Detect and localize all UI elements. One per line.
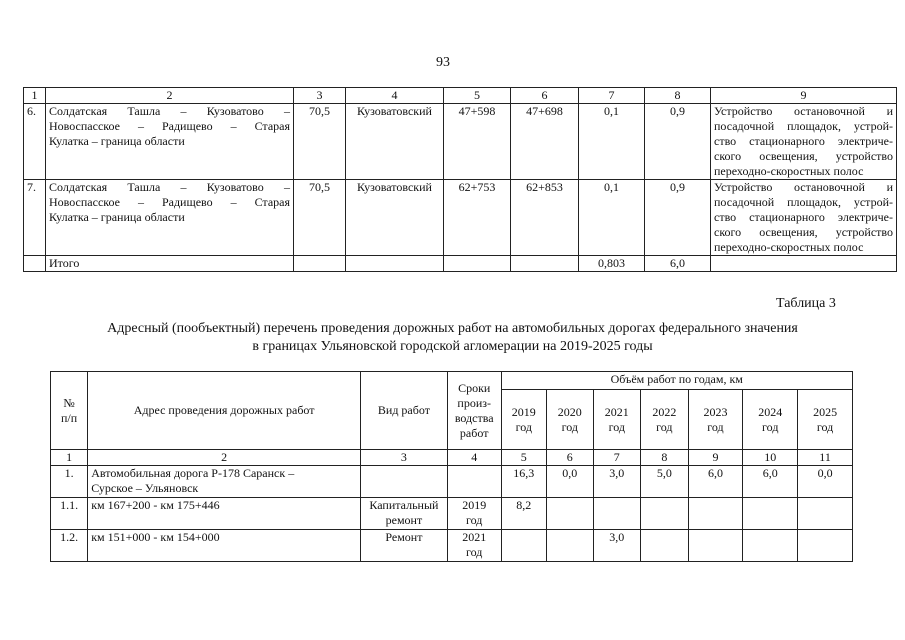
road-name-line: Кулатка – граница области [49, 210, 185, 224]
year-volume [593, 498, 641, 530]
works-line: переходно-скоростных полос [714, 164, 864, 178]
term-line: 2021 [462, 530, 487, 544]
km-end: 47+698 [511, 104, 579, 180]
table-row [24, 180, 897, 256]
works-description [711, 180, 897, 256]
header-year [688, 390, 743, 450]
header-num [51, 372, 88, 450]
column-number: 8 [641, 450, 689, 466]
year-volume [547, 530, 594, 562]
year-volume [547, 498, 594, 530]
works-line: посадочной площадок, устрой- [714, 119, 893, 133]
column-number: 3 [361, 450, 448, 466]
column-number: 4 [346, 88, 444, 104]
column-number: 10 [743, 450, 798, 466]
year-volume: 0,0 [798, 466, 853, 498]
road-name-line: Кулатка – граница области [49, 134, 185, 148]
year-volume: 3,0 [593, 466, 641, 498]
total-col8: 6,0 [645, 256, 711, 272]
value-col7: 0,1 [579, 180, 645, 256]
column-number: 4 [447, 450, 501, 466]
road-works-table-continued [23, 87, 897, 272]
header-volume: Объём работ по годам, км [501, 372, 852, 390]
address-line: км 151+000 - км 154+000 [91, 530, 220, 544]
column-number: 3 [294, 88, 346, 104]
empty-cell [24, 256, 46, 272]
district: Кузоватовский [346, 104, 444, 180]
work-type [361, 466, 448, 498]
header-terms [447, 372, 501, 450]
column-number: 6 [511, 88, 579, 104]
works-line: ского освещения, устройство [714, 225, 893, 239]
works-line: ского освещения, устройство [714, 149, 893, 163]
column-number: 7 [579, 88, 645, 104]
total-row [24, 256, 897, 272]
road-name [46, 104, 294, 180]
year-line: год [656, 419, 673, 434]
table-row [51, 466, 853, 498]
district: Кузоватовский [346, 180, 444, 256]
header-terms-line: Сроки [458, 380, 491, 395]
empty-cell [511, 256, 579, 272]
year-line: год [561, 419, 578, 434]
year-volume: 3,0 [593, 530, 641, 562]
work-term [447, 530, 501, 562]
header-year [641, 390, 689, 450]
header-year [547, 390, 594, 450]
federal-road-works-table [50, 371, 853, 562]
year-line: 2025 [813, 404, 838, 419]
header-terms-line: водства [454, 410, 494, 425]
column-number: 2 [88, 450, 361, 466]
column-number: 9 [711, 88, 897, 104]
year-volume [743, 530, 798, 562]
table3-heading-line2: в границах Ульяновской городской агломерации на 2019-2025 годы [252, 339, 653, 354]
empty-cell [294, 256, 346, 272]
empty-cell [444, 256, 511, 272]
year-line: год [762, 419, 779, 434]
year-line: 2023 [703, 404, 728, 419]
total-col7: 0,803 [579, 256, 645, 272]
year-volume [688, 530, 743, 562]
km-start: 47+598 [444, 104, 511, 180]
column-number: 5 [444, 88, 511, 104]
year-volume: 5,0 [641, 466, 689, 498]
column-number: 1 [51, 450, 88, 466]
table3-heading-line1: Адресный (пообъектный) перечень проведения дорожных работ на автомобильных дорогах федерального значения [107, 321, 798, 336]
column-number: 6 [547, 450, 594, 466]
term-line: год [466, 513, 483, 527]
table-row [51, 530, 853, 562]
term-line: 2019 [462, 498, 487, 512]
year-volume: 6,0 [743, 466, 798, 498]
value-col7: 0,1 [579, 104, 645, 180]
road-name-line: Новоспасское – Радищево – Старая [49, 195, 290, 209]
row-number: 1.2. [51, 530, 88, 562]
work-type [361, 498, 448, 530]
road-name-line: Солдатская Ташла – Кузоватово – [49, 104, 290, 118]
year-line: 2019 [511, 404, 536, 419]
address-line: Автомобильная дорога Р-178 Саранск – [91, 466, 295, 480]
column-number: 5 [501, 450, 546, 466]
row-number: 6. [24, 104, 46, 180]
table2-column-numbers [51, 450, 853, 466]
year-line: 2021 [604, 404, 629, 419]
year-volume: 16,3 [501, 466, 546, 498]
header-terms-line: произ- [457, 395, 491, 410]
work-address [88, 530, 361, 562]
year-line: 2020 [557, 404, 582, 419]
work-type-line: Капитальный [369, 498, 439, 512]
column-number: 1 [24, 88, 46, 104]
year-line: год [515, 419, 532, 434]
year-line: год [816, 419, 834, 434]
year-volume [641, 498, 689, 530]
works-line: переходно-скоростных полос [714, 240, 864, 254]
header-year [743, 390, 798, 450]
year-volume: 0,0 [547, 466, 594, 498]
year-volume [798, 530, 853, 562]
works-line: Устройство остановочной и [714, 104, 893, 118]
column-number: 2 [46, 88, 294, 104]
work-type [361, 530, 448, 562]
work-type-line: ремонт [385, 513, 423, 527]
year-line: 2024 [758, 404, 783, 419]
table1-header-row [24, 88, 897, 104]
column-number: 7 [593, 450, 641, 466]
year-line: год [707, 419, 724, 434]
year-volume: 6,0 [688, 466, 743, 498]
table-row [24, 104, 897, 180]
works-description [711, 104, 897, 180]
term-line: год [466, 545, 483, 559]
row-number: 1. [51, 466, 88, 498]
header-year [798, 390, 853, 450]
year-line: 2022 [652, 404, 677, 419]
road-name-line: Новоспасское – Радищево – Старая [49, 119, 290, 133]
year-volume: 8,2 [501, 498, 546, 530]
road-length: 70,5 [294, 104, 346, 180]
year-volume [743, 498, 798, 530]
total-label: Итого [46, 256, 294, 272]
km-start: 62+753 [444, 180, 511, 256]
road-name [46, 180, 294, 256]
year-volume [501, 530, 546, 562]
works-line: Устройство остановочной и [714, 180, 893, 194]
work-term [447, 498, 501, 530]
value-col8: 0,9 [645, 104, 711, 180]
road-name-line: Солдатская Ташла – Кузоватово – [49, 180, 290, 194]
header-year [501, 390, 546, 450]
empty-cell [711, 256, 897, 272]
empty-cell [346, 256, 444, 272]
table-row [51, 498, 853, 530]
work-term [447, 466, 501, 498]
year-volume [798, 498, 853, 530]
page-number: 93 [436, 55, 450, 70]
table-caption: Таблица 3 [776, 296, 836, 311]
road-length: 70,5 [294, 180, 346, 256]
header-num-line: п/п [61, 410, 78, 425]
work-address [88, 498, 361, 530]
address-line: Сурское – Ульяновск [91, 481, 199, 495]
header-work-type: Вид работ [361, 372, 448, 450]
header-address: Адрес проведения дорожных работ [88, 372, 361, 450]
value-col8: 0,9 [645, 180, 711, 256]
table2-header-row [51, 372, 853, 390]
works-line: посадочной площадок, устрой- [714, 195, 893, 209]
header-terms-line: работ [459, 425, 489, 440]
header-num-line: № [63, 395, 75, 410]
year-volume [641, 530, 689, 562]
year-line: год [608, 419, 625, 434]
column-number: 11 [798, 450, 853, 466]
year-volume [688, 498, 743, 530]
column-number: 8 [645, 88, 711, 104]
row-number: 1.1. [51, 498, 88, 530]
work-address [88, 466, 361, 498]
works-line: ство стационарного электриче- [714, 134, 893, 148]
work-type-line: Ремонт [385, 530, 423, 544]
works-line: ство стационарного электриче- [714, 210, 893, 224]
address-line: км 167+200 - км 175+446 [91, 498, 220, 512]
row-number: 7. [24, 180, 46, 256]
header-year [593, 390, 641, 450]
column-number: 9 [688, 450, 743, 466]
km-end: 62+853 [511, 180, 579, 256]
